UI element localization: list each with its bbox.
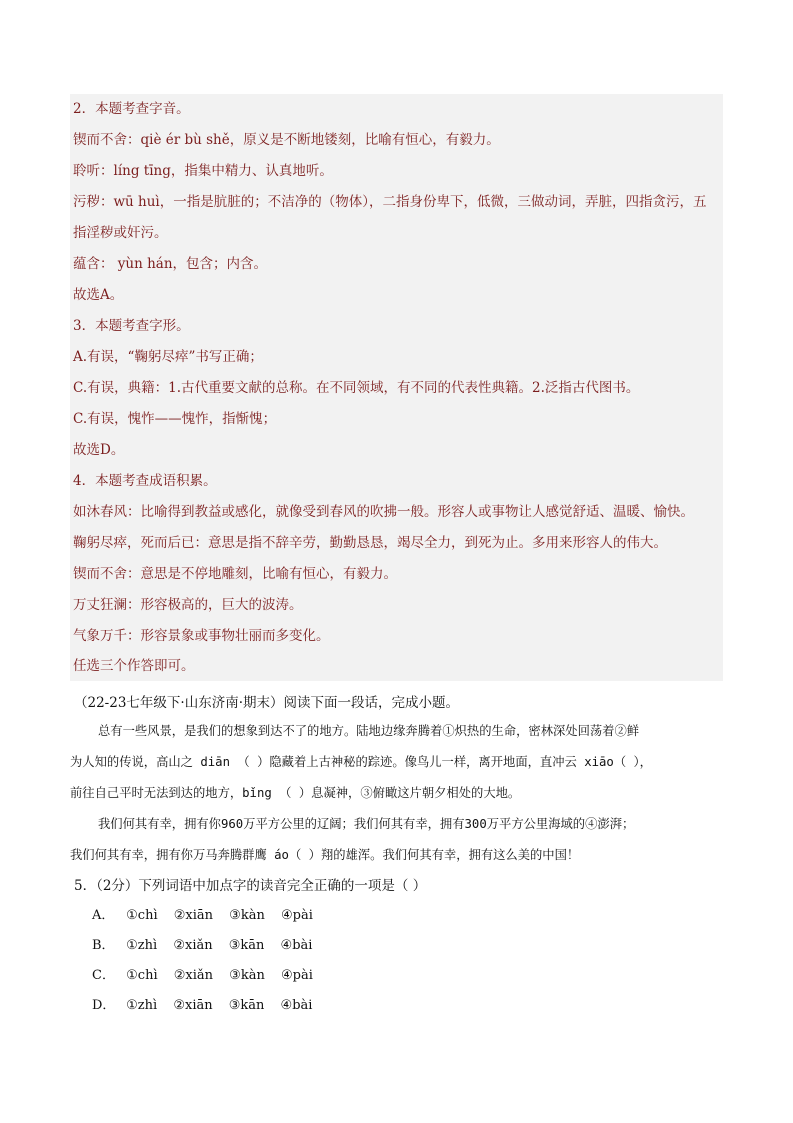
answer-line: 指淫秽或奸污。 — [73, 225, 168, 241]
answer-line: C.有误，典籍：1.古代重要文献的总称。在不同领域，有不同的代表性典籍。2.泛指古代图书。 — [73, 380, 640, 396]
answer-line: A.有误，“鞠躬尽瘁”书写正确； — [73, 349, 263, 365]
option-item: ③kān — [228, 998, 265, 1013]
answer-line: 3．本题考查字形。 — [73, 318, 190, 334]
answer-explanation-block — [70, 94, 723, 681]
option-item: ④bài — [280, 998, 313, 1013]
answer-line: 故选D。 — [73, 442, 125, 458]
answer-line: 锲而不舍：意思是不停地雕刻，比喻有恒心，有毅力。 — [73, 566, 397, 582]
passage-intro: （22-23七年级下·山东济南·期末）阅读下面一段话，完成小题。 — [74, 695, 459, 711]
passage-line: 为人知的传说，高山之 diān （ ）隐藏着上古神秘的踪迹。像鸟儿一样，离开地面，直冲云 xiāo（ ）， — [70, 755, 652, 769]
option-item: ②xiǎn — [173, 968, 214, 983]
answer-line: 蕴含： yùn hán，包含；内含。 — [73, 256, 268, 272]
option-item: ②xiǎn — [173, 938, 213, 953]
answer-line: 鞠躬尽瘁，死而后已：意思是指不辞辛劳，勤勤恳恳，竭尽全力，到死为止。多用来形容人的伟大。 — [73, 535, 667, 551]
option-b[interactable] — [70, 931, 730, 961]
option-label: C． — [92, 968, 115, 983]
option-label: B． — [92, 938, 115, 953]
option-item: ④bài — [280, 938, 313, 953]
answer-line: 锲而不舍：qiè ér bù shě，原义是不断地镂刻，比喻有恒心，有毅力。 — [73, 132, 500, 148]
answer-line: 任选三个作答即可。 — [73, 658, 195, 674]
option-a[interactable] — [70, 901, 730, 931]
answer-line: 万丈狂澜：形容极高的，巨大的波涛。 — [73, 597, 303, 613]
option-label: A． — [92, 908, 115, 923]
passage-line: 我们何其有幸，拥有你960万平方公里的辽阔；我们何其有幸，拥有300万平方公里海域的④澎湃； — [98, 817, 635, 831]
answer-line: 故选A。 — [73, 287, 124, 303]
answer-line: 2．本题考查字音。 — [73, 101, 190, 117]
passage-line: 总有一些风景，是我们的想象到达不了的地方。陆地边缘奔腾着①炽热的生命，密林深处回荡着②鲜 — [98, 724, 640, 738]
passage-line: 前往自己平时无法到达的地方，bǐng （ ）息凝神，③俯瞰这片朝夕相处的大地。 — [70, 786, 521, 800]
answer-line: 污秽：wū huì，一指是肮脏的；不洁净的（物体），二指身份卑下，低微，三做动词，弄脏，四指贪污，五 — [73, 194, 707, 210]
option-item: ①chì — [126, 968, 158, 983]
option-item: ④pài — [280, 908, 313, 923]
answer-line: C.有误，愧怍——愧怍，指惭愧； — [73, 411, 277, 427]
option-item: ①zhì — [126, 998, 158, 1013]
question-5: 5．（2分）下列词语中加点字的读音完全正确的一项是（ ） — [74, 878, 427, 894]
option-item: ③kàn — [229, 908, 265, 923]
option-item: ①zhì — [126, 938, 158, 953]
option-label: D． — [92, 998, 116, 1013]
option-item: ②xiān — [173, 908, 214, 923]
option-item: ①chì — [126, 908, 158, 923]
answer-line: 气象万千：形容景象或事物壮丽而多变化。 — [73, 628, 330, 644]
answer-line: 4．本题考查成语积累。 — [73, 473, 217, 489]
answer-line: 聆听：líng tīng，指集中精力、认真地听。 — [73, 163, 333, 179]
question-section — [70, 690, 730, 1021]
answer-line: 如沐春风：比喻得到教益或感化，就像受到春风的吹拂一般。形容人或事物让人感觉舒适、温暖、愉快。 — [73, 504, 694, 520]
option-c[interactable] — [70, 961, 730, 991]
reading-passage — [70, 716, 730, 871]
option-item: ③kàn — [229, 968, 265, 983]
passage-line: 我们何其有幸，拥有你万马奔腾群鹰 áo（ ）翔的雄浑。我们何其有幸，拥有这么美的中国！ — [70, 848, 580, 862]
option-item: ④pài — [280, 968, 313, 983]
option-item: ③kān — [228, 938, 265, 953]
option-d[interactable] — [70, 991, 730, 1021]
option-item: ②xiān — [173, 998, 213, 1013]
